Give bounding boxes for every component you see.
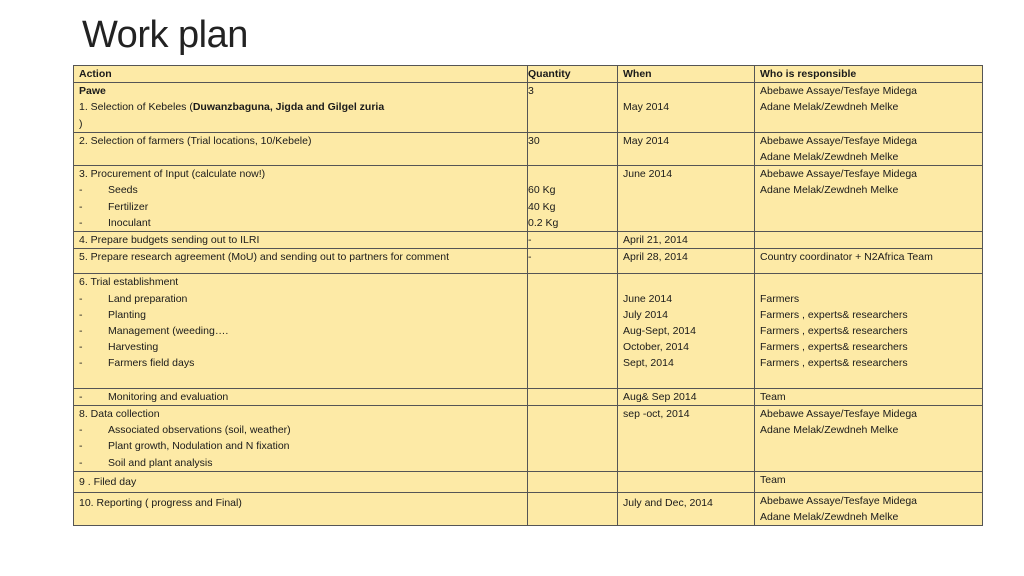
action-cell: 2. Selection of farmers (Trial locations, 10/Kebele) — [74, 132, 528, 165]
action-text: 1. Selection of Kebeles (Duwanzbaguna, Jigda and Gilgel zuria — [79, 101, 385, 114]
action-cell: 8. Data collection - Associated observations (soil, weather) - Plant growth, Nodulation and N fixation - Soil and plant analysis — [74, 406, 528, 472]
table-row — [74, 471, 983, 492]
when-cell: June 2014 — [618, 166, 755, 232]
who-cell: Team — [755, 388, 983, 405]
table-row — [74, 406, 983, 472]
who-cell: Abebawe Assaye/Tesfaye Midega Adane Melak/Zewdneh Melke — [755, 83, 983, 133]
who-cell — [755, 232, 983, 249]
table-row — [74, 249, 983, 274]
list-item: - Harvesting — [79, 341, 159, 354]
quantity-cell: 60 Kg 40 Kg 0.2 Kg — [528, 166, 618, 232]
when-cell: April 28, 2014 — [618, 249, 755, 274]
header-who: Who is responsible — [755, 66, 983, 83]
when-cell: Aug& Sep 2014 — [618, 388, 755, 405]
header-action: Action — [74, 66, 528, 83]
list-item: - Fertilizer — [79, 200, 149, 213]
who-cell: Abebawe Assaye/Tesfaye Midega Adane Melak/Zewdneh Melke — [755, 132, 983, 165]
when-cell: June 2014 July 2014 Aug-Sept, 2014 October, 2014 Sept, 2014 — [618, 274, 755, 388]
table-row — [74, 274, 983, 388]
when-cell: April 21, 2014 — [618, 232, 755, 249]
action-cell — [74, 388, 528, 405]
list-item: - Monitoring and evaluation — [79, 390, 229, 403]
action-cell: 4. Prepare budgets sending out to ILRI — [74, 232, 528, 249]
when-cell: May 2014 — [618, 83, 755, 133]
page-title: Work plan — [82, 14, 248, 56]
list-item: - Associated observations (soil, weather) — [79, 424, 291, 437]
who-cell: Abebawe Assaye/Tesfaye Midega Adane Melak/Zewdneh Melke — [755, 166, 983, 232]
list-item: - Management (weeding…. — [79, 325, 229, 338]
who-cell: Farmers Farmers , experts& researchers Farmers , experts& researchers Farmers , experts& researchers Farmers , experts& researchers — [755, 274, 983, 388]
quantity-cell: 30 — [528, 132, 618, 165]
list-item: - Farmers field days — [79, 357, 195, 370]
table-row — [74, 492, 983, 525]
when-cell: July and Dec, 2014 — [618, 492, 755, 525]
table-row — [74, 166, 983, 232]
header-when: When — [618, 66, 755, 83]
who-cell: Team — [755, 471, 983, 492]
action-cell: 9 . Filed day — [74, 471, 528, 492]
action-cell: 6. Trial establishment - Land preparation - Planting - Management (weeding…. - Harvesting - Farmers field days — [74, 274, 528, 388]
list-item: - Planting — [79, 308, 146, 321]
table-row — [74, 388, 983, 405]
quantity-cell: - — [528, 249, 618, 274]
list-item: - Land preparation — [79, 292, 188, 305]
action-text-close: ) — [79, 117, 83, 130]
work-plan-table — [73, 65, 983, 526]
quantity-cell: 3 — [528, 83, 618, 133]
action-cell — [74, 83, 528, 133]
quantity-cell — [528, 274, 618, 388]
quantity-cell — [528, 388, 618, 405]
list-item: - Soil and plant analysis — [79, 456, 213, 469]
table-row — [74, 83, 983, 133]
action-cell: 10. Reporting ( progress and Final) — [74, 492, 528, 525]
quantity-cell — [528, 471, 618, 492]
quantity-cell — [528, 406, 618, 472]
action-cell: 3. Procurement of Input (calculate now!) - Seeds - Fertilizer - Inoculant — [74, 166, 528, 232]
who-cell: Abebawe Assaye/Tesfaye Midega Adane Melak/Zewdneh Melke — [755, 406, 983, 472]
table-row — [74, 232, 983, 249]
who-cell: Abebawe Assaye/Tesfaye Midega Adane Melak/Zewdneh Melke — [755, 492, 983, 525]
list-item: - Plant growth, Nodulation and N fixation — [79, 440, 290, 453]
when-cell — [618, 471, 755, 492]
quantity-cell — [528, 492, 618, 525]
when-cell: May 2014 — [618, 132, 755, 165]
quantity-cell: - — [528, 232, 618, 249]
table-header-row — [74, 66, 983, 83]
list-item: - Seeds — [79, 184, 138, 197]
header-quantity: Quantity — [528, 66, 618, 83]
section-label: Pawe — [79, 85, 106, 98]
action-cell: 5. Prepare research agreement (MoU) and sending out to partners for comment — [74, 249, 528, 274]
who-cell: Country coordinator + N2Africa Team — [755, 249, 983, 274]
table-row — [74, 132, 983, 165]
when-cell: sep -oct, 2014 — [618, 406, 755, 472]
list-item: - Inoculant — [79, 216, 151, 229]
